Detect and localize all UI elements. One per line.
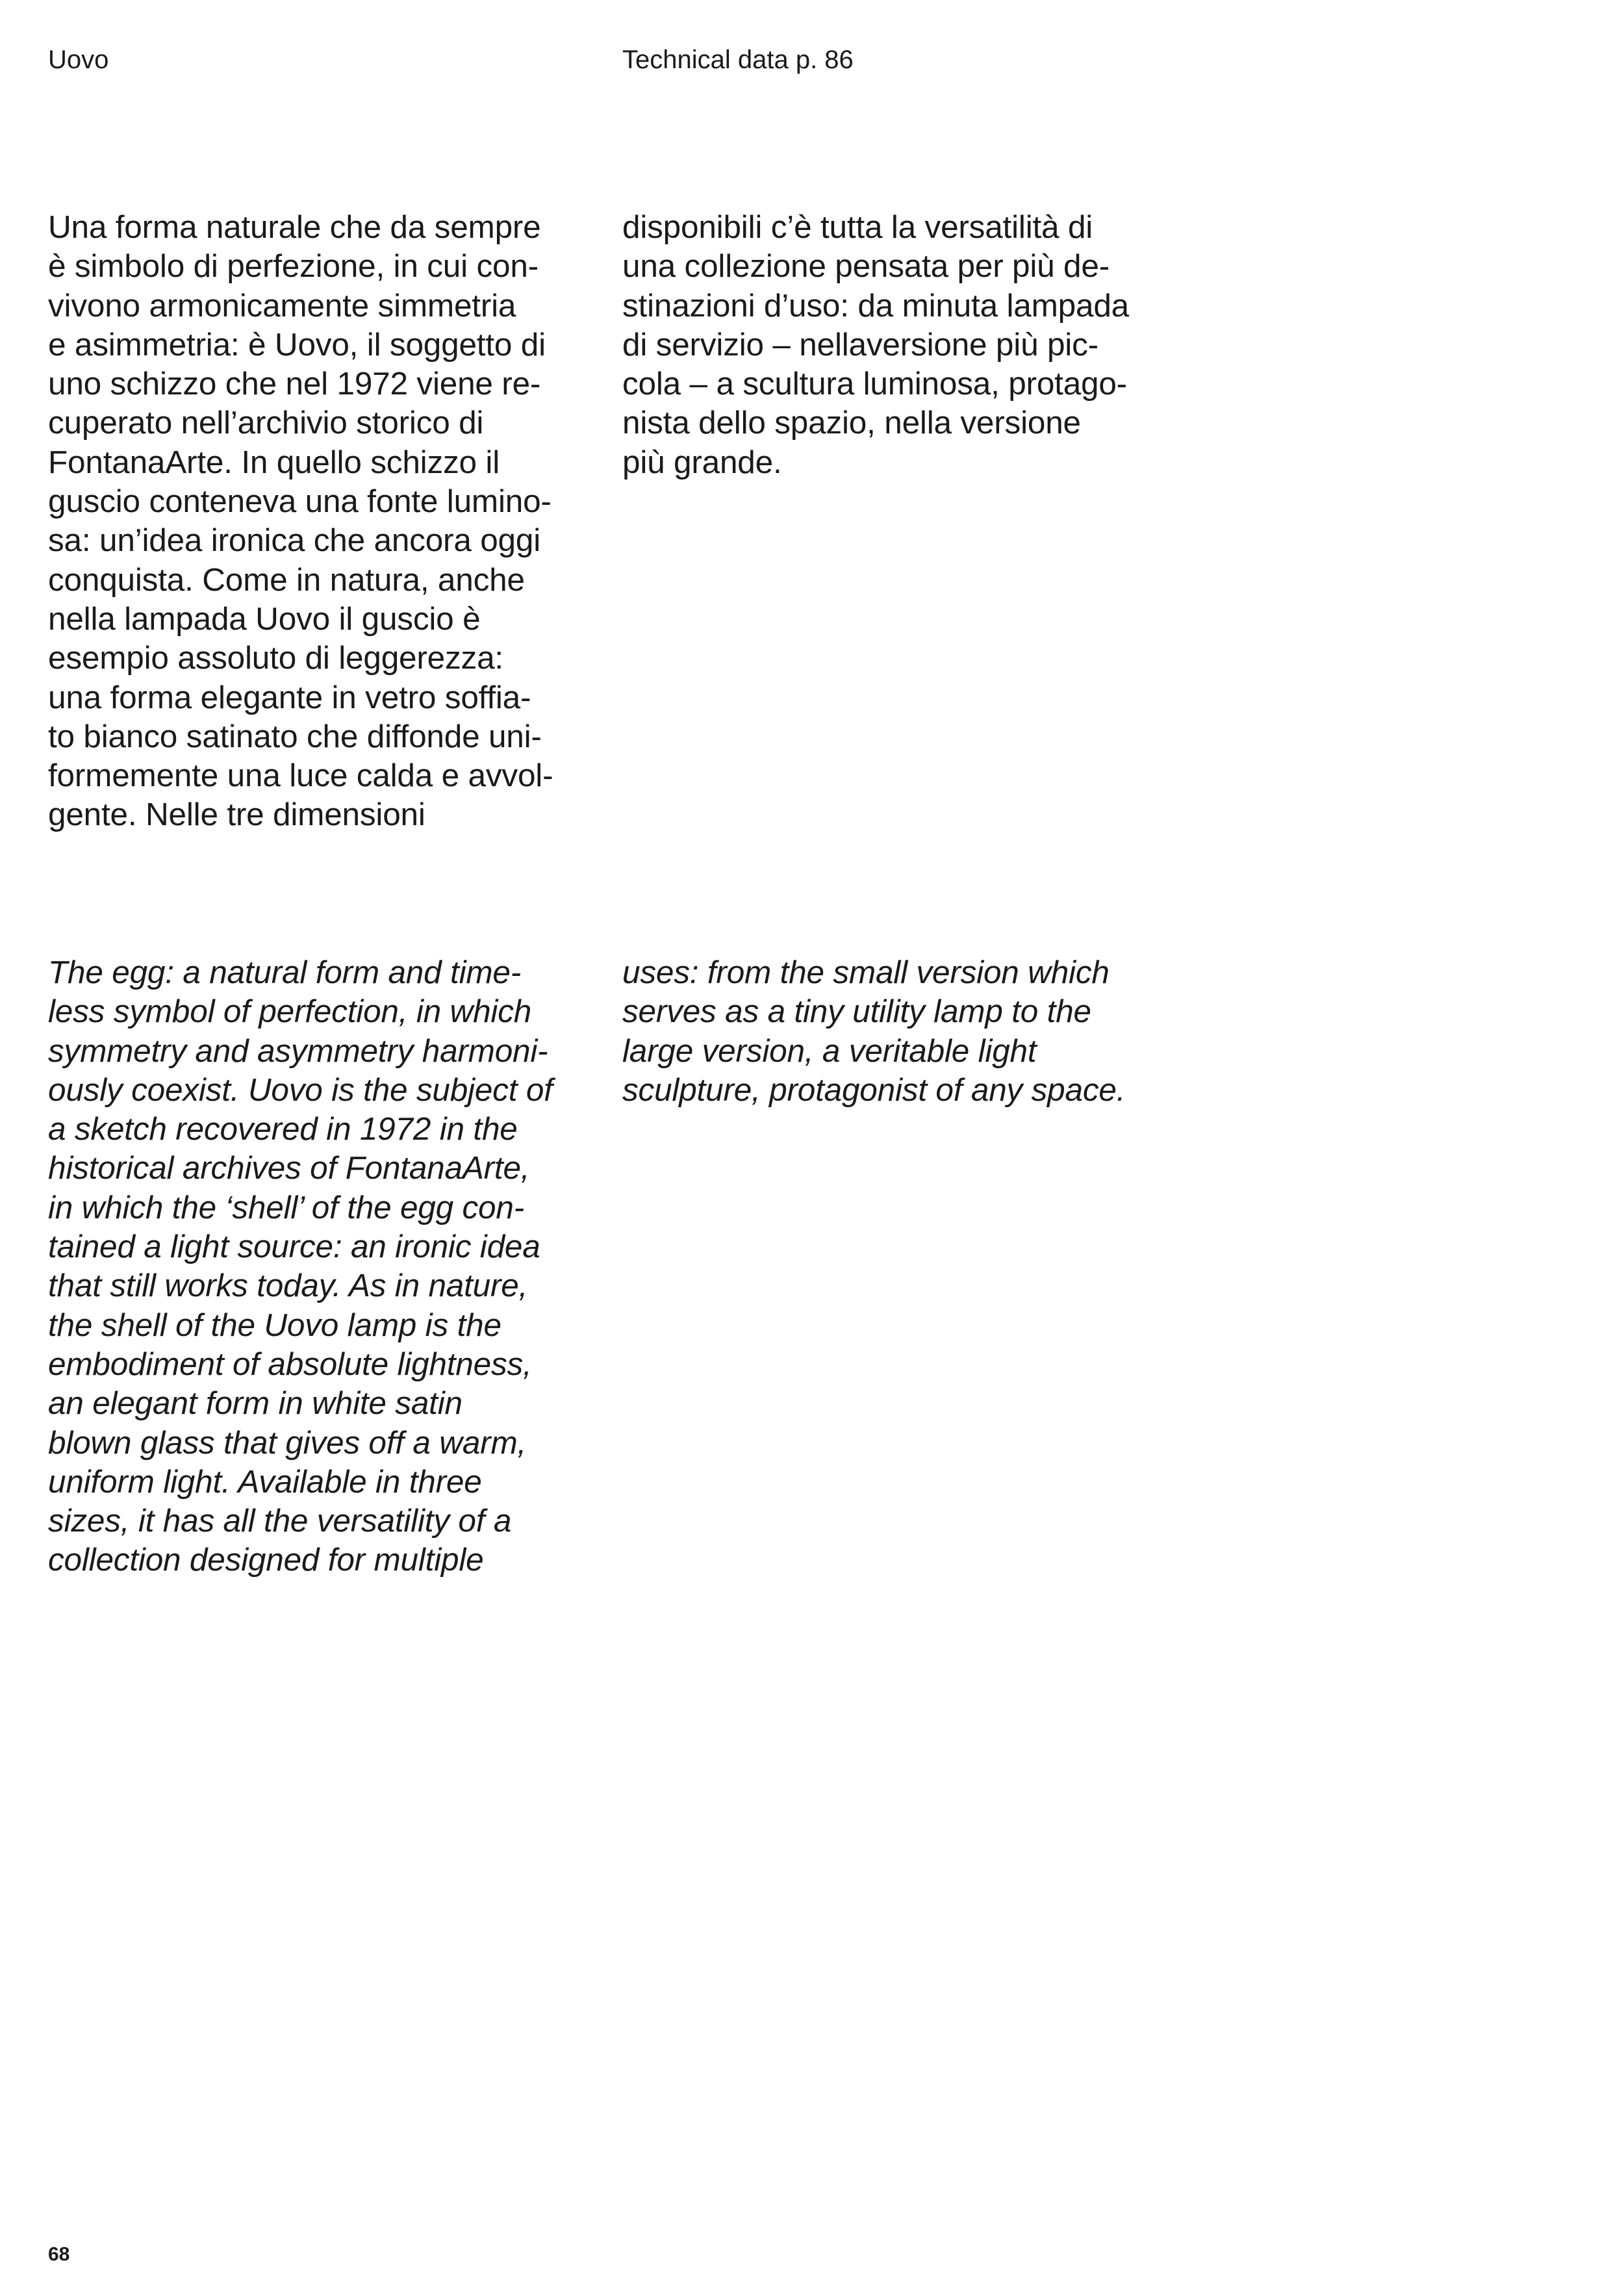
technical-data-reference: Technical data p. 86	[622, 45, 854, 74]
page-number: 68	[48, 2244, 70, 2265]
page-title: Uovo	[48, 45, 109, 74]
english-text-column-2: uses: from the small version which serves as a tiny utility lamp to the large version, a veritable light sculpture, protagonist of any space.	[622, 954, 1126, 1108]
italian-text-column-1: Una forma naturale che da sempre è simbolo di perfezione, in cui con- vivono armonicamente simmetria e asimmetria: è Uovo, il soggetto di uno schizzo che nel 1972 viene re- cuperato nell’archivio storico di FontanaArte. In quello schizzo il guscio conteneva una fonte lumino- sa: un’idea ironica che ancora oggi conquista. Come in natura, anche nella lampada Uovo il guscio è esempio assoluto di leggerezza: una forma elegante in vetro soffia- to bianco satinato che diffonde uni- formemente una luce calda e avvol- gente. Nelle tre dimensioni	[48, 209, 553, 833]
english-text-column-1: The egg: a natural form and time- less symbol of perfection, in which symmetry and asymmetry harmoni- ously coexist. Uovo is the subject of a sketch recovered in 1972 in the historical archives of FontanaArte, in which the ‘shell’ of the egg con- tained a light source: an ironic idea that still works today. As in nature, the shell of the Uovo lamp is the embodiment of absolute lightness, an elegant form in white satin blown glass that gives off a warm, uniform light. Available in three sizes, it has all the versatility of a collection designed for multiple	[48, 954, 553, 1578]
italian-text-column-2: disponibili c’è tutta la versatilità di una collezione pensata per più de- stinazioni d’uso: da minuta lampada di servizio – nellaversione più pic- cola – a scultura luminosa, protago- nista dello spazio, nella versione più grande.	[622, 209, 1129, 480]
